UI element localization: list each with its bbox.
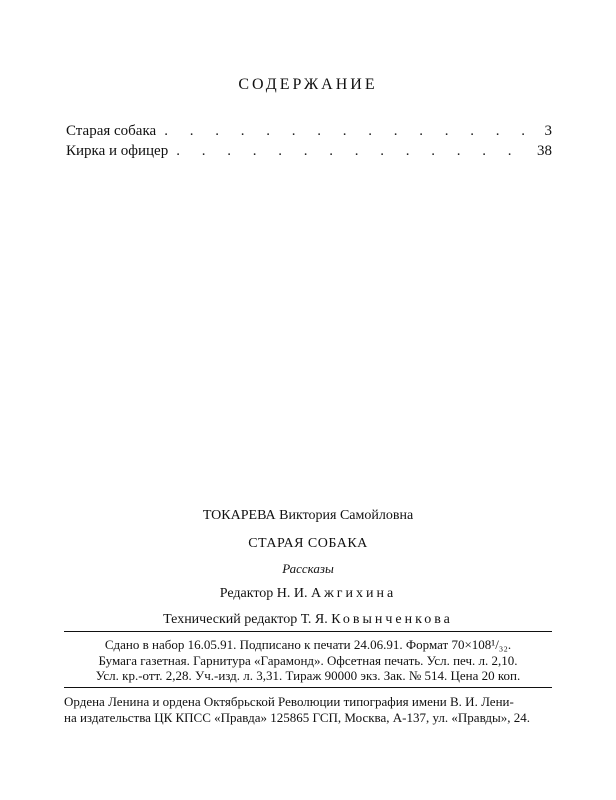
book-title: СТАРАЯ СОБАКА <box>248 536 368 551</box>
table-of-contents <box>66 123 552 163</box>
tech-editor-initials: Т. Я. <box>300 612 328 627</box>
toc-entry-title: Кирка и офицер <box>66 143 169 159</box>
toc-entry <box>66 123 552 143</box>
book-genre: Рассказы <box>282 561 334 576</box>
toc-leader-dots <box>164 123 528 140</box>
toc-entry-title: Старая собака <box>66 123 157 139</box>
contents-heading: СОДЕРЖАНИЕ <box>238 76 378 93</box>
specs-line: Усл. кр.-отт. 2,28. Уч.-изд. л. 3,31. Тираж 90000 экз. Зак. № 514. Цена 20 коп. <box>95 668 521 683</box>
tech-editor-surname: Ковынченкова <box>331 612 453 627</box>
tech-editor-label: Технический редактор <box>163 612 298 627</box>
editor-initials: Н. И. <box>276 586 308 601</box>
printer-info <box>64 694 552 725</box>
toc-entry <box>66 143 552 163</box>
author-line <box>0 508 616 524</box>
specs-line: Сдано в набор 16.05.91. Подписано к печати 24.06.91. Формат 70×108¹/₃₂. <box>104 637 512 652</box>
printer-line: на издательства ЦК КПСС «Правда» 125865 ГСП, Москва, А-137, ул. «Правды», 24. <box>64 709 530 725</box>
specs-line: Бумага газетная. Гарнитура «Гарамонд». Офсетная печать. Усл. печ. л. 2,10. <box>98 652 518 668</box>
tech-editor-line <box>0 612 616 628</box>
print-specs <box>64 637 552 684</box>
editor-line <box>0 586 616 602</box>
divider-rule <box>64 631 552 632</box>
editor-label: Редактор <box>219 586 274 601</box>
toc-entry-page: 3 <box>544 123 552 139</box>
editor-surname: Ажгихина <box>311 586 397 601</box>
divider-rule <box>64 687 552 688</box>
printer-line: Ордена Ленина и ордена Октябрьской Революции типография имени В. И. Лени- <box>64 694 514 709</box>
author-name: Виктория Самойловна <box>279 508 414 523</box>
author-surname: ТОКАРЕВА <box>202 508 276 523</box>
toc-leader-dots <box>176 143 528 160</box>
toc-entry-page: 38 <box>537 143 552 159</box>
